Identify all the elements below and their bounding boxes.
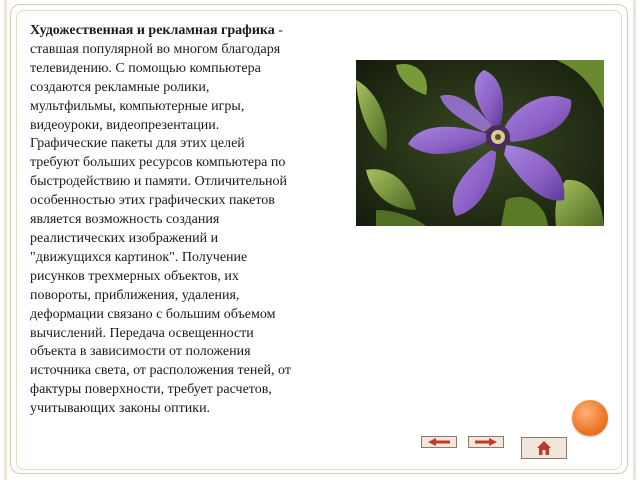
home-button[interactable] [521, 437, 567, 459]
text-line: учитывающих законы оптики. [30, 401, 211, 417]
text-line: ставшая популярной во многом благодаря [30, 41, 281, 57]
decorative-orange-circle [572, 400, 608, 436]
arrow-right-icon [475, 438, 497, 446]
text-line: создаются рекламные ролики, [30, 79, 210, 95]
left-stripe [4, 0, 7, 480]
slide-heading: Художественная и рекламная графика [30, 23, 275, 38]
flower-photo [356, 60, 604, 226]
text-line: рисунков трехмерных объектов, их [30, 268, 239, 284]
home-icon [536, 440, 552, 456]
next-slide-button[interactable] [468, 436, 504, 448]
text-line: фактуры поверхности, требует расчетов, [30, 382, 272, 398]
text-line: быстродействию и памяти. Отличительной [30, 174, 288, 190]
arrow-left-icon [428, 438, 450, 446]
text-line: телевидению. С помощью компьютера [30, 60, 261, 76]
text-line: повороты, приближения, удаления, [30, 287, 240, 303]
text-line: "движущихся картинок". Получение [30, 249, 248, 265]
slide-text [30, 22, 330, 419]
text-line: - [274, 23, 283, 38]
text-line: видеоуроки, видеопрезентации. [30, 117, 220, 133]
clematis-flower-image [356, 60, 604, 226]
prev-slide-button[interactable] [421, 436, 457, 448]
text-line: Графические пакеты для этих целей [30, 136, 245, 152]
text-line: особенностью этих графических пакетов [30, 193, 275, 209]
text-line: реалистических изображений и [30, 230, 219, 246]
text-line: деформации связано с большим объемом [30, 306, 276, 322]
text-line: вычислений. Передача освещенности [30, 325, 254, 341]
text-line: требуют больших ресурсов компьютера по [30, 155, 286, 171]
text-line: является возможность создания [30, 212, 220, 228]
text-line: источника света, от расположения теней, от [30, 363, 291, 379]
text-line: мультфильмы, компьютерные игры, [30, 98, 245, 114]
text-line: объекта в зависимости от положения [30, 344, 251, 360]
right-stripe [633, 0, 636, 480]
